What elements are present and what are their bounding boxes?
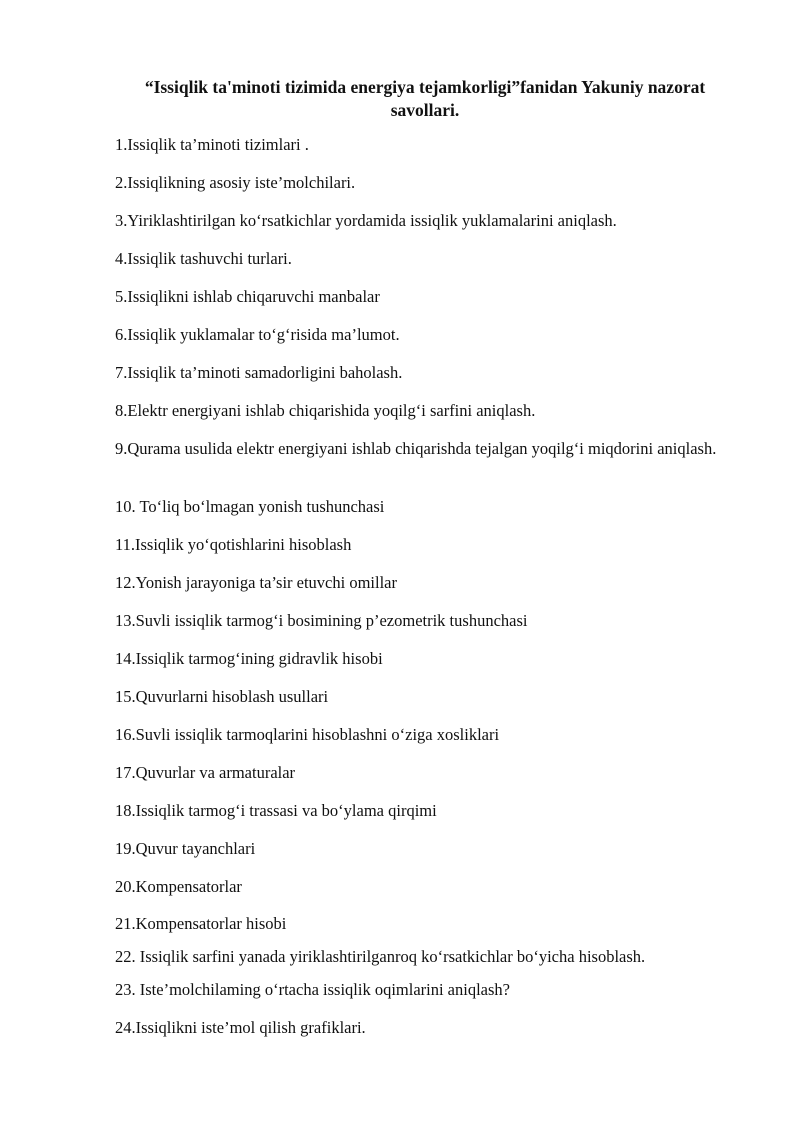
question-item: 7.Issiqlik ta’minoti samadorligini baholash. <box>115 363 403 382</box>
question-item: 10. To‘liq bo‘lmagan yonish tushunchasi <box>115 497 385 516</box>
question-item: 2.Issiqlikning asosiy iste’molchilari. <box>115 173 356 192</box>
question-item: 12.Yonish jarayoniga ta’sir etuvchi omillar <box>115 573 397 592</box>
question-item: 3.Yiriklashtirilgan ko‘rsatkichlar yordamida issiqlik yuklamalarini aniqlash. <box>115 211 617 230</box>
question-item: 20.Kompensatorlar <box>115 877 242 896</box>
question-item: 13.Suvli issiqlik tarmog‘i bosimining p’ezometrik tushunchasi <box>115 611 528 630</box>
question-item: 22. Issiqlik sarfini yanada yiriklashtirilganroq ko‘rsatkichlar bo‘yicha hisoblash. <box>115 947 646 966</box>
question-item: 15.Quvurlarni hisoblash usullari <box>115 687 329 706</box>
question-item: 5.Issiqlikni ishlab chiqaruvchi manbalar <box>115 287 380 306</box>
question-item: 18.Issiqlik tarmog‘i trassasi va bo‘ylama qirqimi <box>115 801 437 820</box>
question-item: 14.Issiqlik tarmog‘ining gidravlik hisobi <box>115 649 383 668</box>
document-title: “Issiqlik ta'minoti tizimida energiya tejamkorligi”fanidan Yakuniy nazorat savollari. <box>144 77 706 120</box>
question-item: 1.Issiqlik ta’minoti tizimlari . <box>115 135 309 154</box>
question-item: 21.Kompensatorlar hisobi <box>115 914 287 933</box>
question-item: 23. Iste’molchilaming o‘rtacha issiqlik oqimlarini aniqlash? <box>115 980 510 999</box>
question-item: 17.Quvurlar va armaturalar <box>115 763 296 782</box>
question-item: 11.Issiqlik yo‘qotishlarini hisoblash <box>115 535 352 554</box>
question-item: 9.Qurama usulida elektr energiyani ishlab chiqarishda tejalgan yoqilg‘i miqdorini aniqlash. <box>115 439 717 458</box>
question-item: 24.Issiqlikni iste’mol qilish grafiklari. <box>115 1018 366 1037</box>
question-item: 8.Elektr energiyani ishlab chiqarishida yoqilg‘i sarfini aniqlash. <box>115 401 536 420</box>
question-item: 6.Issiqlik yuklamalar to‘g‘risida ma’lumot. <box>115 325 400 344</box>
question-item: 19.Quvur tayanchlari <box>115 839 256 858</box>
question-item: 16.Suvli issiqlik tarmoqlarini hisoblashni o‘ziga xosliklari <box>115 725 500 744</box>
question-item: 4.Issiqlik tashuvchi turlari. <box>115 249 292 268</box>
